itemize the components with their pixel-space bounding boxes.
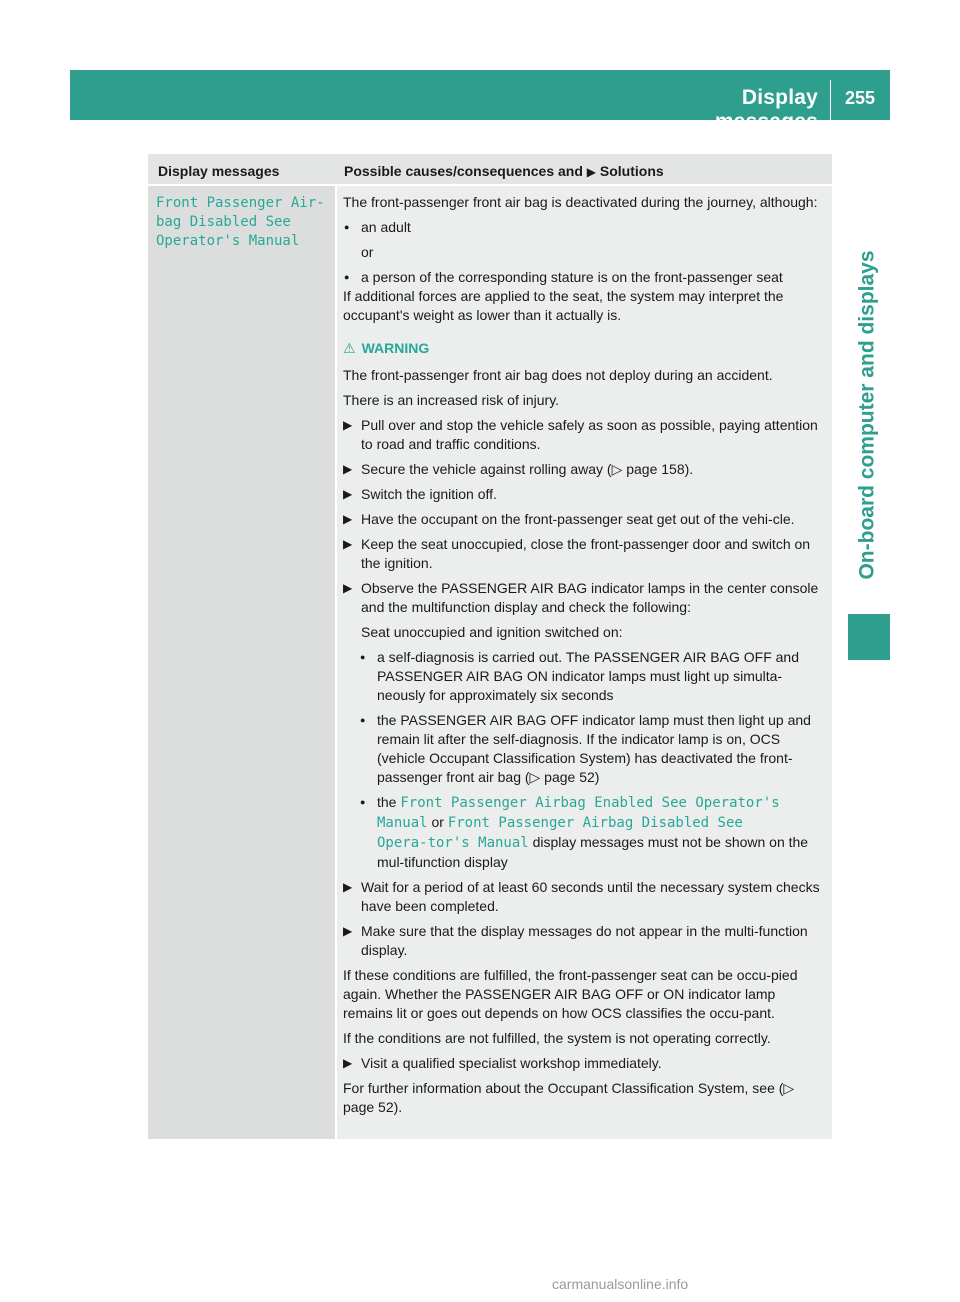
table-header — [148, 154, 832, 184]
display-message — [156, 194, 331, 251]
display-message-line: bag Disabled See — [156, 214, 291, 230]
col1-header: Display messages — [158, 163, 280, 179]
or-text: or — [361, 244, 374, 260]
sub3-rest: display messages must not be shown on the mul-tifunction display — [377, 834, 809, 870]
step-item: ▶ Pull over and stop the vehicle safely as soon as possible, paying attention to road and traffic conditions. — [343, 416, 827, 454]
warning-text: There is an increased risk of injury. — [343, 392, 560, 408]
sub3-or: or — [431, 814, 444, 830]
fulfilled-text: If these conditions are fulfilled, the front-passenger seat can be occu-pied again. Whether the PASSENGER AIR BAG OFF or ON indicator lamp remains lit or goes out depends on how OCS classifies the occu-pant. — [343, 967, 798, 1021]
not-fulfilled-text: If the conditions are not fulfilled, the system is not operating correctly. — [343, 1030, 771, 1046]
warning-triangle-icon: ⚠ — [343, 340, 356, 356]
step-item: ▶ Have the occupant on the front-passenger seat get out of the vehi-cle. — [343, 510, 827, 529]
col2-header-pre: Possible causes/consequences and — [344, 163, 583, 179]
side-tab — [848, 225, 888, 605]
sub3-the: the — [377, 794, 397, 810]
arrow-right-icon: ▶ — [586, 165, 597, 179]
watermark: carmanualsonline.info — [552, 1276, 689, 1292]
solutions-content — [343, 193, 827, 1117]
step-item: ▶ Keep the seat unoccupied, close the front-passenger door and switch on the ignition. — [343, 535, 827, 573]
sub-bullet-item: ● the PASSENGER AIR BAG OFF indicator lamp must then light up and remain lit after the self-diagnosis. If the indicator lamp is on, OCS (vehicle Occupant Classification System) has deactivated the front-passenger front air bag (▷ page 52) — [343, 711, 827, 787]
intro-text: The front-passenger front air bag is deactivated during the journey, although: — [343, 194, 818, 210]
display-message-disabled: Front Passenger Airbag Disabled See Opera‑tor's Manual — [377, 815, 743, 851]
col2-header-post: Solutions — [599, 163, 664, 179]
display-message-line: Front Passenger Air‑ — [156, 195, 325, 211]
step-item: ▶ Make sure that the display messages do not appear in the multi-function display. — [343, 922, 827, 960]
col2-header — [344, 163, 664, 179]
warning-text: The front-passenger front air bag does not deploy during an accident. — [343, 367, 773, 383]
sub-bullet-item — [343, 793, 827, 872]
header-divider — [830, 80, 831, 120]
side-tab-label: On-board computer and displays — [856, 250, 879, 580]
display-message-line: Operator's Manual — [156, 233, 300, 249]
step-item: ▶ Secure the vehicle against rolling away (▷ page 158). — [343, 460, 827, 479]
step-item: ▶ Switch the ignition off. — [343, 485, 827, 504]
bullet-item: ● a person of the corresponding stature is on the front-passenger seat — [343, 268, 827, 287]
warning-heading — [343, 339, 827, 358]
bullet-item: ● an adult — [343, 218, 827, 237]
warning-label: WARNING — [361, 340, 430, 356]
side-tab-block — [848, 614, 890, 660]
page-number: 255 — [844, 88, 876, 108]
step-item: ▶ Visit a qualified specialist workshop immediately. — [343, 1054, 827, 1073]
forces-text: If additional forces are applied to the seat, the system may interpret the occupant's weight as lower than it actually is. — [343, 288, 784, 323]
further-info-text: For further information about the Occupant Classification System, see (▷ page 52). — [343, 1080, 795, 1115]
message-column — [148, 186, 335, 1139]
display-message-enabled: Front Passenger Airbag Enabled See Operator's Manual — [377, 795, 780, 831]
sub-bullet-item: ● a self-diagnosis is carried out. The PASSENGER AIR BAG OFF and PASSENGER AIR BAG ON indicator lamps must light up simulta-neously for approximately six seconds — [343, 648, 827, 705]
step-item: ▶ Wait for a period of at least 60 seconds until the necessary system checks have been completed. — [343, 878, 827, 916]
step-item: ▶ Observe the PASSENGER AIR BAG indicator lamps in the center console and the multifunction display and check the following: — [343, 579, 827, 617]
page-title: Display messages — [714, 86, 818, 133]
seat-unoccupied-text: Seat unoccupied and ignition switched on: — [361, 624, 623, 640]
